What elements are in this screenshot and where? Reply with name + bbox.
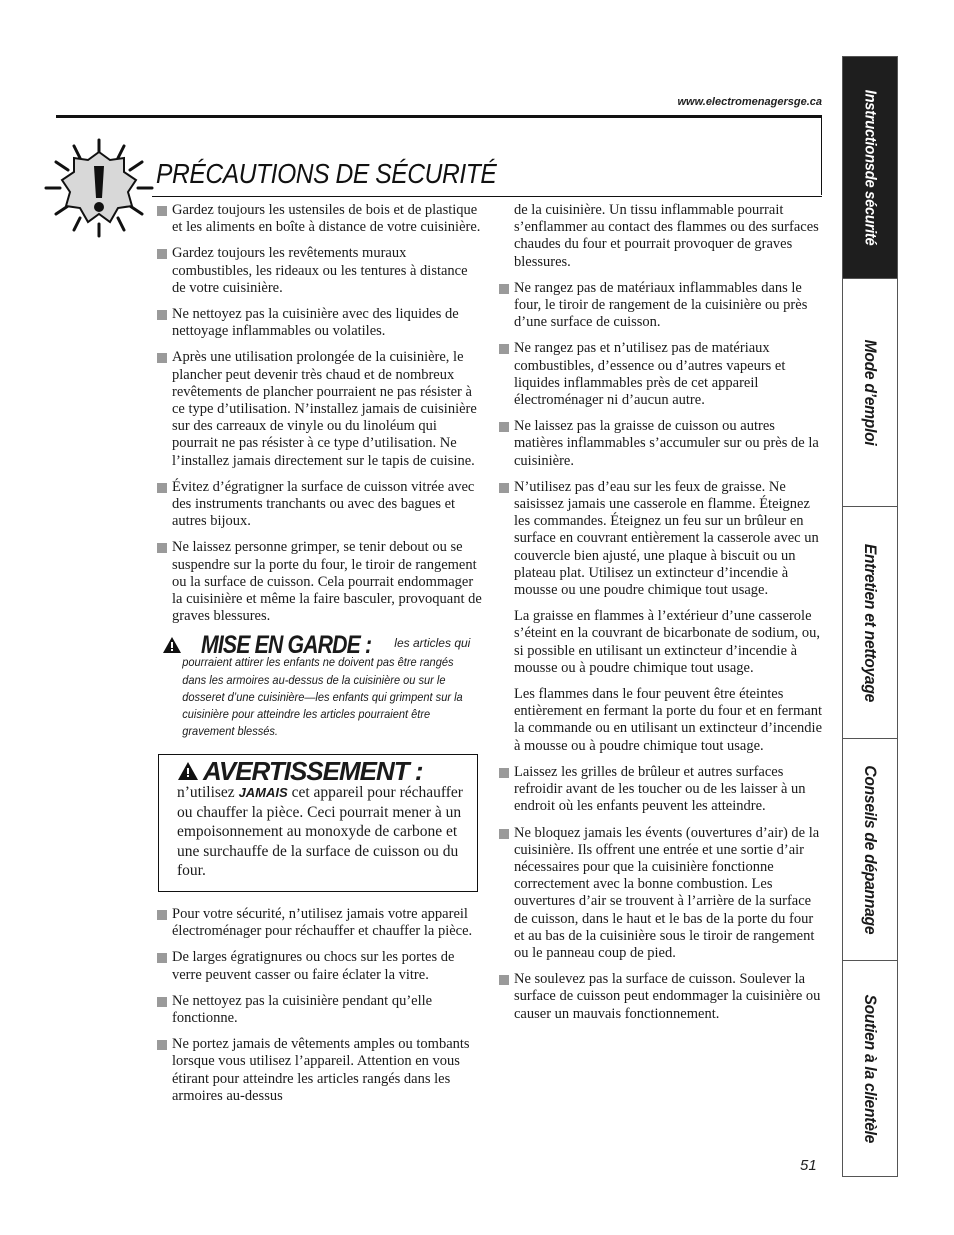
list-item: Après une utilisation prolongée de la cuisinière, le plancher peut devenir très chaud et de nombreux revêtements de plancher pourraient ne pas résister à ce type d’utilisation. N’installez jamais de cuisinière sur des carreaux de vinyle ou du linoléum qui pourrait ne pas résister à ce type d’utilisation. Ne l’installez jamais directement sur le tapis de cuisine. <box>156 349 482 469</box>
section-tabs <box>842 56 898 1177</box>
left-column <box>156 202 482 1114</box>
header-vertical-rule <box>821 115 822 195</box>
list-item: Évitez d’égratigner la surface de cuisson vitrée avec des instruments tranchants ou avec des bagues et autres bijoux. <box>156 479 482 531</box>
paragraph: La graisse en flammes à l’extérieur d’une casserole s’éteint en la couvrant de bicarbonate de sodium, ou, si possible en utilisant un extincteur d’incendie à mousse ou à poudre chimique tout usage. <box>514 608 821 676</box>
caution-block <box>156 631 482 740</box>
list-item: Ne bloquez jamais les évents (ouvertures d’air) de la cuisinière. Ils offrent une entrée et une sortie d’air nécessaires pour que la cuisinière fonctionne correctement avec la bonne combustion. Les ouvertures d’air se trouvent à l’arrière de la surface de cuisson, dans le haut et le bas de la porte du four et au bas de la cuisinière sous le tiroir de rangement ou le panneau coup de pied. <box>498 825 824 963</box>
list-item: Ne nettoyez pas la cuisinière avec des liquides de nettoyage inflammables ou volatiles. <box>156 306 482 340</box>
caution-lead: les articles qui <box>394 636 471 651</box>
list-item: Gardez toujours les ustensiles de bois et de plastique et les aliments en boîte à distance de votre cuisinière. <box>156 202 482 236</box>
exclamation-burst-icon <box>44 138 154 238</box>
warning-triangle-icon <box>177 761 199 781</box>
tab-mode-emploi[interactable] <box>843 279 897 507</box>
list-item: Pour votre sécurité, n’utilisez jamais votre appareil électroménager pour réchauffer et chauffer la pièce. <box>156 906 482 940</box>
warning-triangle-icon <box>162 636 182 654</box>
paragraph: Les flammes dans le four peuvent être éteintes entièrement en fermant la porte du four et en fermant la commande ou en utilisant un extincteur d’incendie à mousse ou à poudre chimique tout usage. <box>514 686 823 754</box>
warning-body: n’utilisez JAMAIS cet appareil pour réchauffer ou chauffer la pièce. Ceci pourrait mener à un empoisonnement au monoxyde de carbone et une surchauffe de la surface de cuisson ou du four. <box>177 784 463 880</box>
page-title: PRÉCAUTIONS DE SÉCURITÉ <box>156 158 497 189</box>
list-item: Ne soulevez pas la surface de cuisson. Soulever la surface de cuisson peut endommager la cuisinière ou causer un mauvais fonctionnement. <box>498 971 824 1023</box>
continuation-text: de la cuisinière. Un tissu inflammable pourrait s’enflammer au contact des flammes ou des surfaces chaudes du four et pourrait provoquer de graves blessures. <box>514 202 819 270</box>
warning-emphasis: JAMAIS <box>238 785 288 801</box>
warning-heading: AVERTISSEMENT : <box>203 755 423 786</box>
tab-label-line1: Instructions <box>861 89 879 171</box>
list-item: De larges égratignures ou chocs sur les portes de verre peuvent casser ou faire éclater la vitre. <box>156 949 482 983</box>
list-item: Ne laissez personne grimper, se tenir debout ou se suspendre sur la porte du four, le tiroir de rangement ou la surface de cuisson. Cela pourrait endommager la cuisinière et même la faire basculer, provoquant de graves blessures. <box>156 539 482 625</box>
website-url: www.electromenagersge.ca <box>677 96 822 108</box>
tab-soutien-clientele[interactable] <box>843 961 897 1177</box>
caution-heading: MISE EN GARDE : <box>201 631 372 660</box>
list-item: Ne rangez pas de matériaux inflammables dans le four, le tiroir de rangement de la cuisinière ou près d’une surface de cuisson. <box>498 280 824 332</box>
list-item: Gardez toujours les revêtements muraux combustibles, les rideaux ou les tentures à distance de votre cuisinière. <box>156 245 482 297</box>
tab-entretien-nettoyage[interactable] <box>843 507 897 739</box>
warning-box <box>158 754 478 892</box>
tab-conseils-depannage[interactable] <box>843 739 897 961</box>
tab-label: Conseils de dépannage <box>861 765 880 934</box>
tab-instructions-securite[interactable] <box>843 57 897 279</box>
list-item: N’utilisez pas d’eau sur les feux de graisse. Ne saisissez jamais une casserole en flamme. Éteignez les commandes. Éteignez un feu sur un brûleur en surface en couvrant entièrement la casserole avec un couvercle bien ajusté, une plaque à biscuit ou un plateau plat. Utilisez un extincteur d’incendie à mousse ou une poudre chimique tout usage. <box>498 479 824 599</box>
title-rule <box>152 196 822 197</box>
tab-label-line2: de sécurité <box>861 170 879 246</box>
caution-body: pourraient attirer les enfants ne doivent pas être rangés dans les armoires au-dessus de la cuisinière ou sur le dosseret d’une cuisinière—les enfants qui grimpent sur la cuisinière pour atteindre les articles pourraient être gravement blessés. <box>182 655 463 739</box>
right-column <box>498 202 824 1032</box>
list-item: Laissez les grilles de brûleur et autres surfaces refroidir avant de les toucher ou de les laisser à un endroit où les enfants peuvent les atteindre. <box>498 764 824 816</box>
tab-label: Entretien et nettoyage <box>861 543 880 702</box>
header-rule <box>56 115 822 118</box>
tab-label: Soutien à la clientèle <box>861 994 880 1144</box>
list-item: Ne rangez pas et n’utilisez pas de matériaux combustibles, d’essence ou d’autres vapeurs et liquides inflammables près de cet appareil électroménager ni d’aucun autre. <box>498 340 824 409</box>
list-item: Ne nettoyez pas la cuisinière pendant qu’elle fonctionne. <box>156 993 482 1027</box>
page-number: 51 <box>800 1157 817 1174</box>
list-item: Ne laissez pas la graisse de cuisson ou autres matières inflammables s’accumuler sur ou près de la cuisinière. <box>498 418 824 470</box>
list-item: Ne portez jamais de vêtements amples ou tombants lorsque vous utilisez l’appareil. Attention en vous étirant pour atteindre les articles rangés dans les armoires au-dessus <box>156 1036 482 1105</box>
tab-label: Mode d’emploi <box>861 339 880 446</box>
